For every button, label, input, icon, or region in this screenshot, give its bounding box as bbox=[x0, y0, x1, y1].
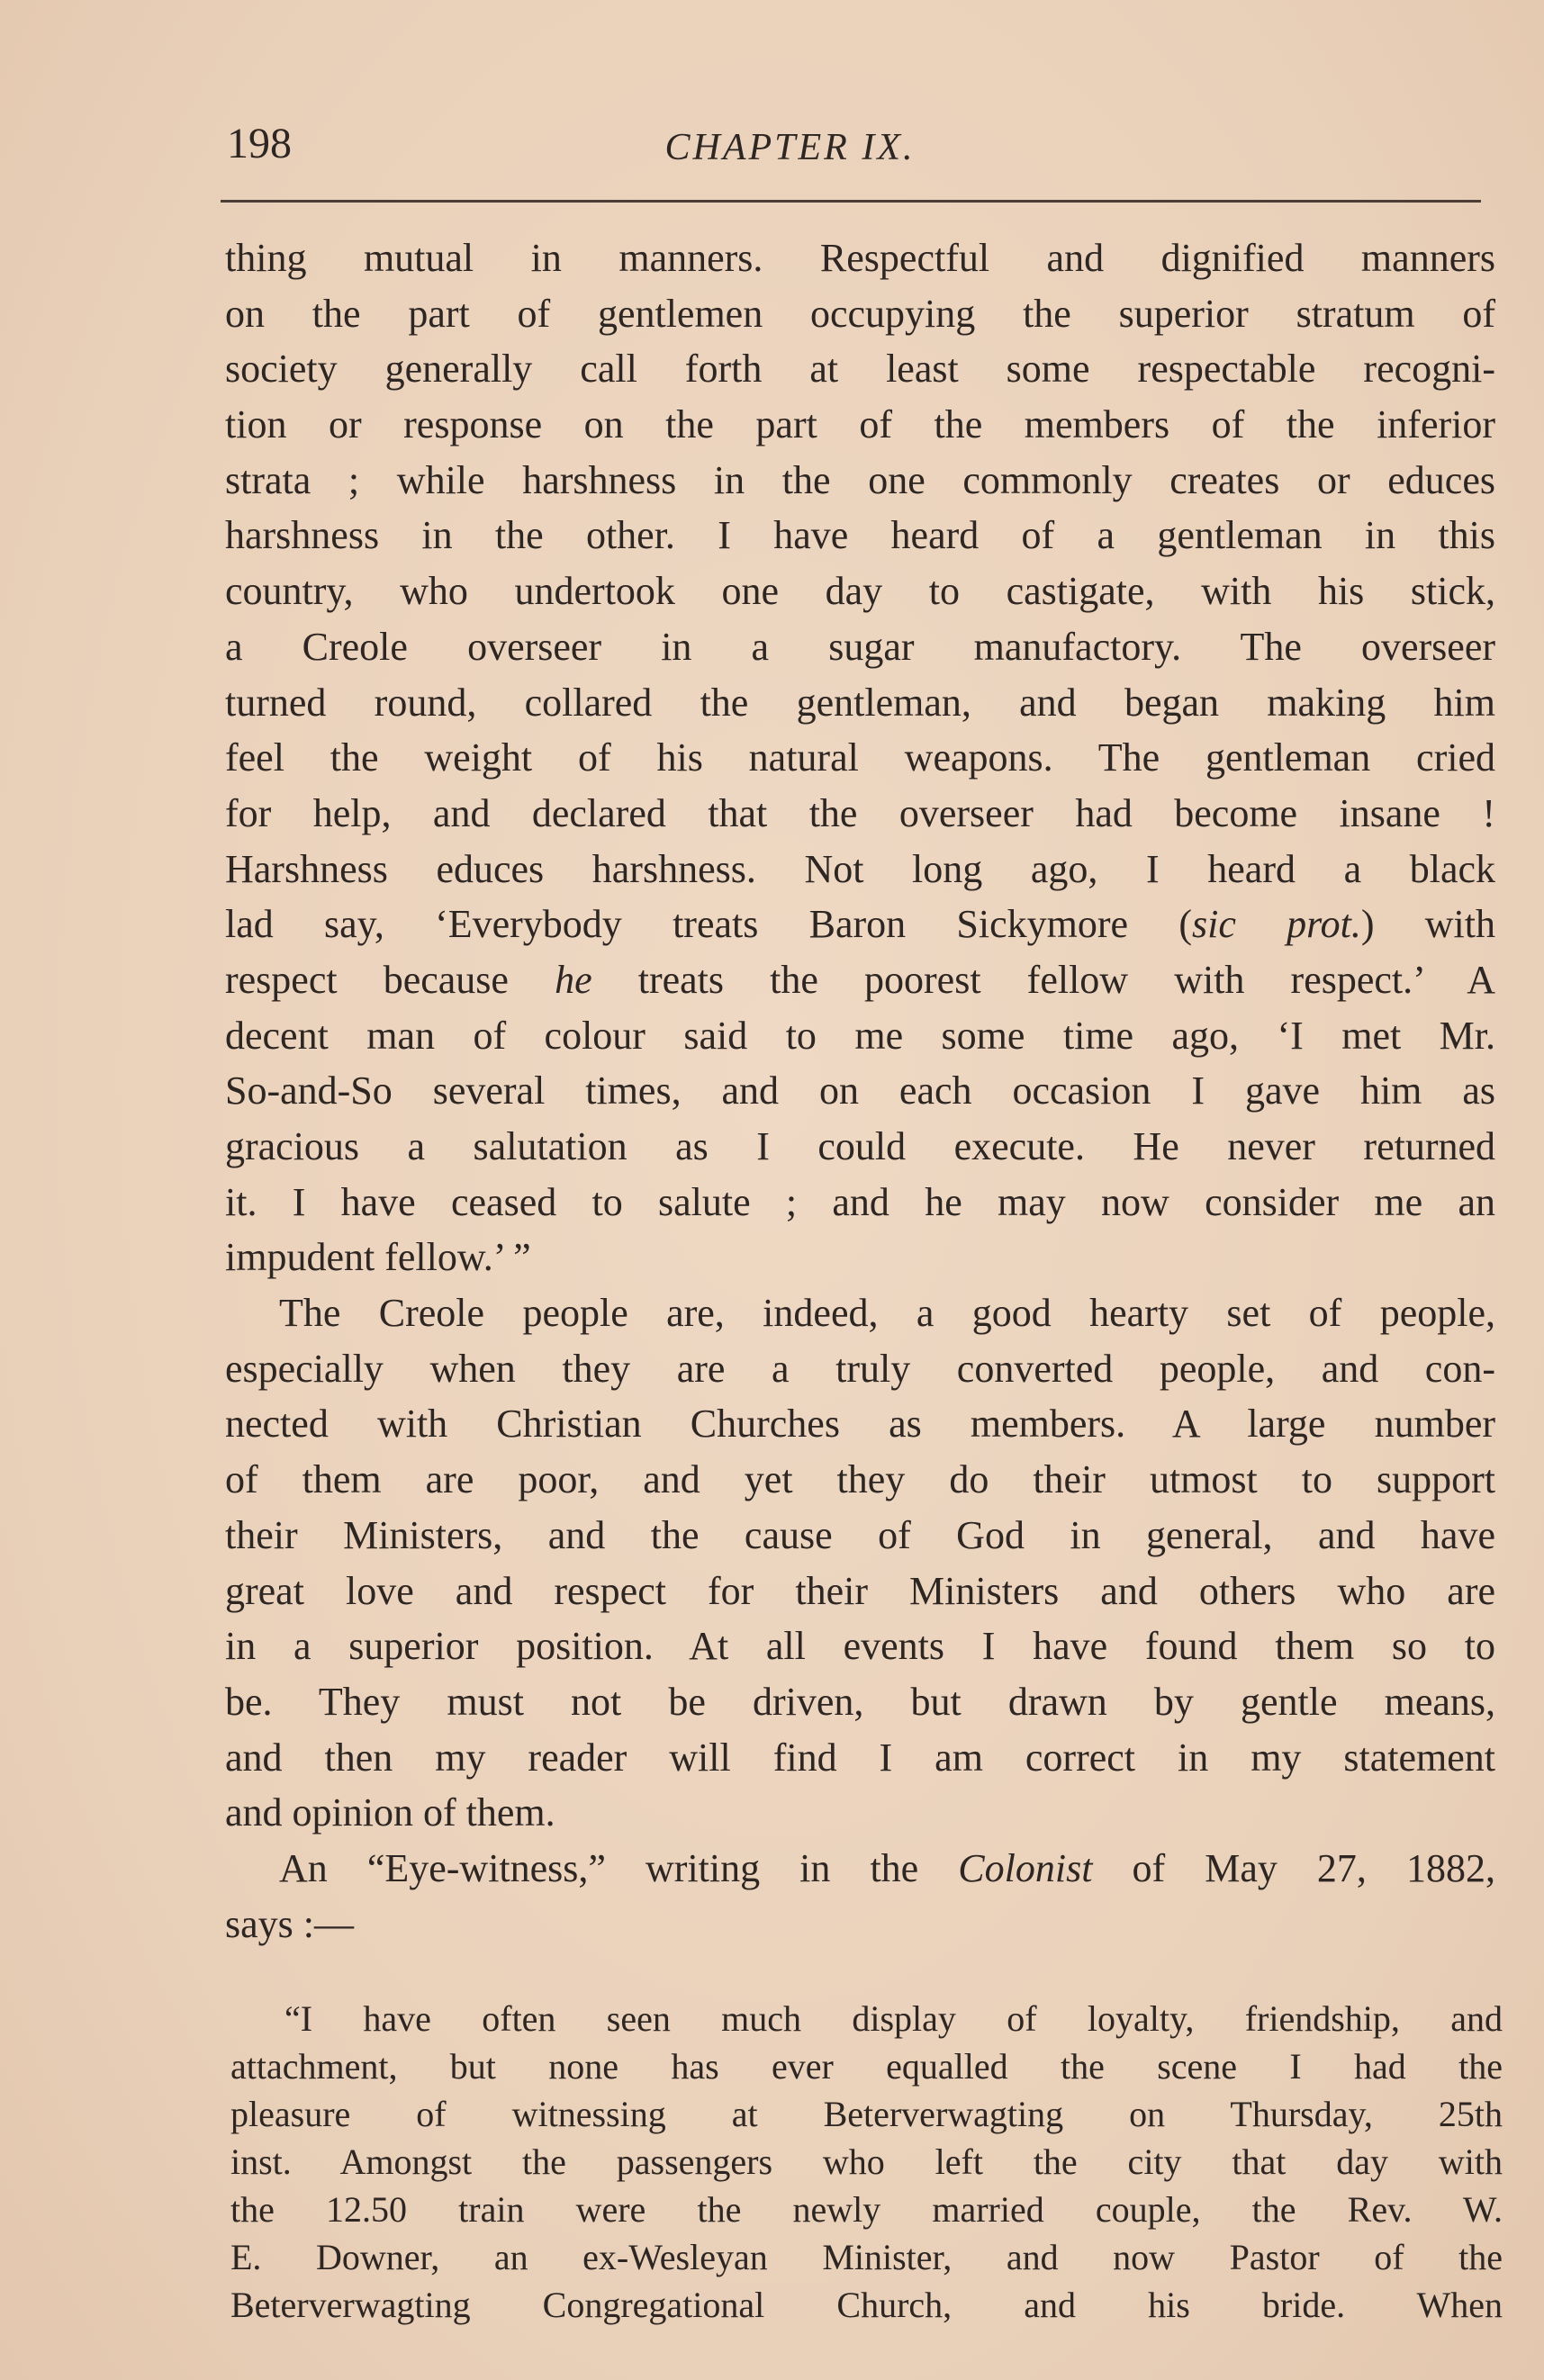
text-segment: lad say, ‘Everybody treats Baron Sickymore ( bbox=[225, 902, 1192, 947]
text-segment: and opinion of them. bbox=[225, 1790, 555, 1835]
text-line bbox=[230, 2186, 1503, 2233]
text-segment: nected with Christian Churches as members. A large number bbox=[225, 1402, 1495, 1447]
text-segment: pleasure of witnessing at Beterverwagting on Thursday, 25th bbox=[230, 2094, 1503, 2134]
text-line bbox=[225, 675, 1495, 731]
block-quote bbox=[230, 1995, 1503, 2329]
text-line bbox=[225, 1674, 1495, 1730]
text-segment: respect because bbox=[225, 957, 555, 1002]
text-segment: the 12.50 train were the newly married couple, the Rev. W. bbox=[230, 2189, 1503, 2230]
text-line bbox=[225, 341, 1495, 397]
text-line bbox=[230, 2281, 1503, 2329]
text-line bbox=[225, 1730, 1495, 1786]
text-segment: in a superior position. At all events I have found them so to bbox=[225, 1624, 1495, 1669]
text-line bbox=[225, 1341, 1495, 1397]
text-segment: “I have often seen much display of loyalty, friendship, and bbox=[284, 1998, 1503, 2039]
text-segment: impudent fellow.’ ” bbox=[225, 1235, 531, 1280]
text-segment: great love and respect for their Ministers and others who are bbox=[225, 1568, 1495, 1613]
text-line bbox=[225, 1175, 1495, 1231]
text-segment: decent man of colour said to me some time ago, ‘I met Mr. bbox=[225, 1013, 1495, 1058]
text-segment: ) with bbox=[1360, 902, 1496, 947]
text-line bbox=[225, 508, 1495, 563]
italic-text: he bbox=[555, 957, 592, 1002]
text-segment: a Creole overseer in a sugar manufactory. The overseer bbox=[225, 624, 1495, 669]
running-title: CHAPTER IX. bbox=[664, 127, 916, 168]
text-line bbox=[225, 842, 1495, 897]
text-line bbox=[225, 1897, 1495, 1952]
italic-text: sic prot. bbox=[1191, 902, 1361, 947]
text-line bbox=[225, 1564, 1495, 1619]
text-segment: An “Eye-witness,” writing in the bbox=[279, 1845, 959, 1890]
text-line bbox=[230, 2090, 1503, 2138]
text-segment: treats the poorest fellow with respect.’ A bbox=[591, 957, 1495, 1002]
text-line bbox=[225, 230, 1495, 286]
text-line bbox=[225, 1841, 1495, 1897]
header-rule bbox=[221, 200, 1481, 203]
text-line bbox=[225, 286, 1495, 342]
text-segment: inst. Amongst the passengers who left the city that day with bbox=[230, 2141, 1503, 2182]
italic-text: Colonist bbox=[958, 1845, 1093, 1890]
text-line bbox=[225, 1396, 1495, 1452]
text-line bbox=[225, 1618, 1495, 1674]
text-line bbox=[225, 1285, 1495, 1341]
text-line bbox=[230, 2138, 1503, 2186]
text-segment: country, who undertook one day to castigate, with his stick, bbox=[225, 569, 1495, 614]
text-segment: E. Downer, an ex-Wesleyan Minister, and now Pastor of the bbox=[230, 2237, 1503, 2277]
text-segment: Harshness educes harshness. Not long ago, I heard a black bbox=[225, 846, 1495, 891]
body-text bbox=[225, 230, 1495, 1952]
text-line bbox=[225, 1508, 1495, 1564]
text-segment: So-and-So several times, and on each occasion I gave him as bbox=[225, 1068, 1495, 1113]
text-line bbox=[225, 619, 1495, 675]
text-segment: for help, and declared that the overseer had become insane ! bbox=[225, 790, 1495, 835]
text-segment: society generally call forth at least some respectable recogni- bbox=[225, 347, 1495, 392]
text-line bbox=[225, 730, 1495, 786]
text-segment: Beterverwagting Congregational Church, and his bride. When bbox=[230, 2285, 1503, 2325]
text-segment: thing mutual in manners. Respectful and dignified manners bbox=[225, 236, 1495, 280]
text-line bbox=[230, 1995, 1503, 2042]
text-line bbox=[225, 1008, 1495, 1064]
text-line bbox=[225, 952, 1495, 1008]
text-line bbox=[225, 1230, 1495, 1285]
text-line bbox=[230, 2042, 1503, 2090]
text-segment: of May 27, 1882, bbox=[1092, 1845, 1495, 1890]
text-segment: be. They must not be driven, but drawn by gentle means, bbox=[225, 1679, 1495, 1724]
text-segment: on the part of gentlemen occupying the superior stratum of bbox=[225, 291, 1495, 336]
page-number: 198 bbox=[227, 120, 292, 167]
text-line bbox=[225, 1452, 1495, 1508]
text-segment: attachment, but none has ever equalled the scene I had the bbox=[230, 2046, 1503, 2087]
text-line bbox=[225, 897, 1495, 952]
text-segment: feel the weight of his natural weapons. The gentleman cried bbox=[225, 735, 1495, 780]
text-line bbox=[230, 2233, 1503, 2281]
text-segment: strata ; while harshness in the one commonly creates or educes bbox=[225, 457, 1495, 502]
text-segment: says :— bbox=[225, 1901, 354, 1946]
text-segment: The Creole people are, indeed, a good hearty set of people, bbox=[279, 1291, 1495, 1336]
text-segment: and then my reader will find I am correct in my statement bbox=[225, 1735, 1495, 1780]
text-segment: tion or response on the part of the members of the inferior bbox=[225, 402, 1495, 447]
text-segment: of them are poor, and yet they do their utmost to support bbox=[225, 1457, 1495, 1502]
text-line bbox=[225, 1785, 1495, 1841]
text-line bbox=[225, 563, 1495, 619]
text-line bbox=[225, 1063, 1495, 1119]
text-segment: harshness in the other. I have heard of a gentleman in this bbox=[225, 513, 1495, 558]
text-line bbox=[225, 397, 1495, 453]
text-line bbox=[225, 1119, 1495, 1175]
text-line bbox=[225, 453, 1495, 509]
text-segment: turned round, collared the gentleman, and began making him bbox=[225, 680, 1495, 725]
text-segment: especially when they are a truly converted people, and con- bbox=[225, 1346, 1495, 1391]
text-segment: it. I have ceased to salute ; and he may now consider me an bbox=[225, 1179, 1495, 1224]
text-segment: gracious a salutation as I could execute. He never returned bbox=[225, 1124, 1495, 1168]
text-line bbox=[225, 786, 1495, 842]
text-segment: their Ministers, and the cause of God in general, and have bbox=[225, 1512, 1495, 1557]
